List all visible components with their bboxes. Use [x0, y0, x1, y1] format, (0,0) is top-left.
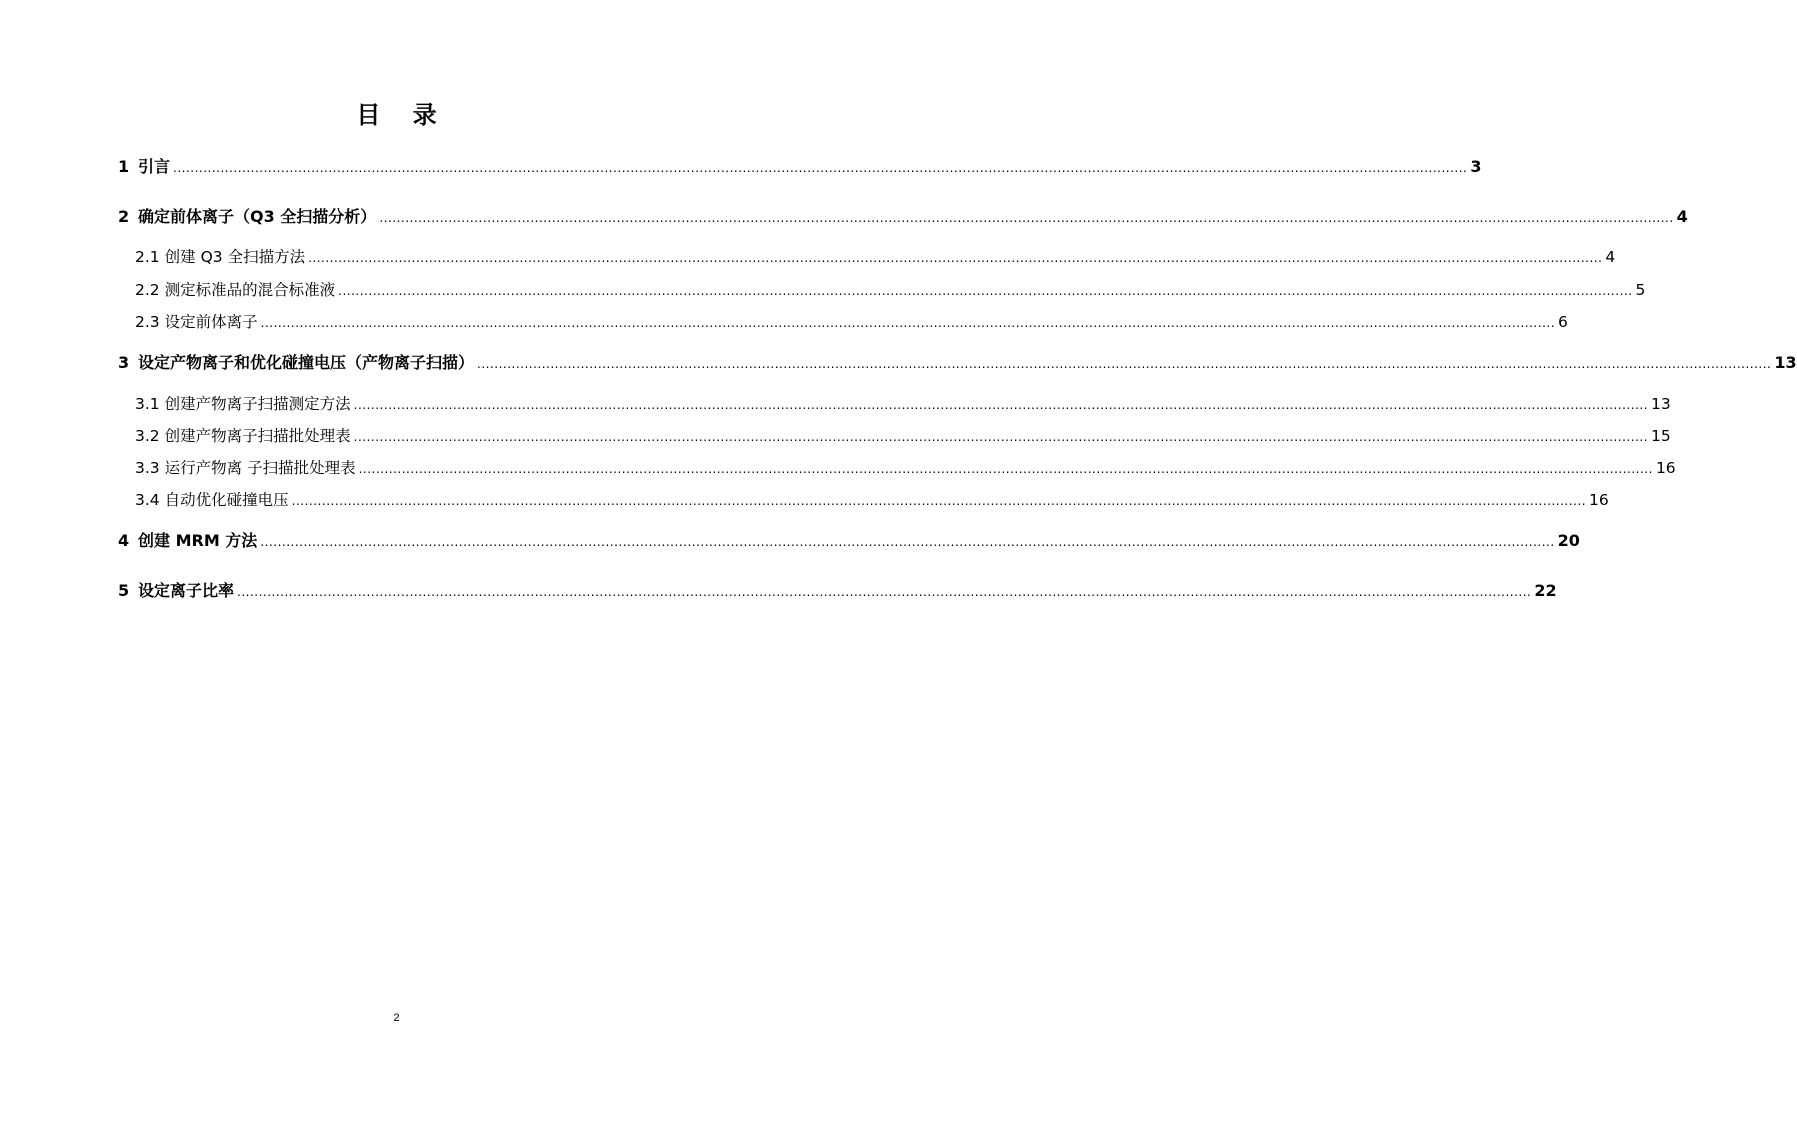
toc-text: 设定产物离子和优化碰撞电压（产物离子扫描）	[138, 353, 475, 372]
toc-page: 4	[1676, 207, 1688, 226]
toc-entry-3[interactable]	[118, 352, 1797, 374]
toc-entry-4[interactable]	[118, 530, 1580, 552]
toc-leader: ............................................................................................................................................................................................................................................................................................................	[260, 535, 1555, 549]
toc-page: 5	[1635, 281, 1646, 299]
toc-leader: ............................................................................................................................................................................................................................................................................................................	[260, 316, 1556, 330]
toc-leader: ............................................................................................................................................................................................................................................................................................................	[338, 284, 1633, 298]
toc-entry-3-3[interactable]	[135, 457, 1676, 479]
toc-entry-3-4[interactable]	[135, 489, 1609, 511]
toc-text: 引言	[138, 157, 171, 176]
toc-text: 设定离子比率	[138, 581, 235, 600]
toc-number: 5	[118, 581, 130, 600]
toc-page: 15	[1651, 427, 1671, 445]
toc-text: 运行产物离 子扫描批处理表	[164, 459, 356, 477]
toc-page: 16	[1589, 491, 1609, 509]
toc-page: 13	[1774, 353, 1797, 372]
toc-entry-1[interactable]	[118, 156, 1482, 178]
toc-number: 1	[118, 157, 130, 176]
toc-leader: ............................................................................................................................................................................................................................................................................................................	[353, 398, 1649, 412]
toc-entry-2-2[interactable]	[135, 279, 1646, 301]
toc-number: 3.1	[135, 395, 160, 413]
toc-entry-5[interactable]	[118, 580, 1557, 602]
toc-number: 2.2	[135, 281, 160, 299]
toc-number: 3.2	[135, 427, 160, 445]
toc-page: 6	[1558, 313, 1568, 331]
toc-page: 3	[1470, 157, 1482, 176]
toc-leader: ............................................................................................................................................................................................................................................................................................................	[291, 494, 1587, 508]
toc-number: 3.3	[135, 459, 160, 477]
toc-page: 16	[1655, 459, 1676, 477]
toc-number: 4	[118, 531, 130, 550]
toc-text: 创建 MRM 方法	[138, 531, 258, 550]
toc-leader: ............................................................................................................................................................................................................................................................................................................	[173, 161, 1468, 175]
toc-page: 20	[1557, 531, 1580, 550]
toc-page: 4	[1605, 248, 1616, 266]
toc-text: 创建 Q3 全扫描方法	[164, 248, 306, 266]
toc-number: 2	[118, 207, 130, 226]
toc-entry-2-1[interactable]	[135, 246, 1616, 268]
toc-leader: ............................................................................................................................................................................................................................................................................................................	[353, 430, 1649, 444]
toc-text: 创建产物离子扫描批处理表	[164, 427, 351, 445]
toc-entry-3-2[interactable]	[135, 425, 1671, 447]
toc-entry-2-3[interactable]	[135, 311, 1568, 333]
toc-text: 自动优化碰撞电压	[164, 491, 289, 509]
page-number: 2	[393, 1012, 400, 1024]
toc-entry-2[interactable]	[118, 206, 1688, 228]
toc-leader: ............................................................................................................................................................................................................................................................................................................	[379, 211, 1674, 225]
toc-text: 设定前体离子	[164, 313, 258, 331]
toc-text: 创建产物离子扫描测定方法	[164, 395, 351, 413]
page-title: 目 录	[356, 101, 449, 129]
toc-text: 测定标准品的混合标准液	[164, 281, 336, 299]
toc-number: 2.3	[135, 313, 160, 331]
toc-number: 3	[118, 353, 130, 372]
toc-text: 确定前体离子（Q3 全扫描分析）	[138, 207, 377, 226]
toc-number: 3.4	[135, 491, 160, 509]
toc-leader: ............................................................................................................................................................................................................................................................................................................	[358, 462, 1653, 476]
toc-page: 22	[1534, 581, 1557, 600]
toc-leader: ............................................................................................................................................................................................................................................................................................................	[237, 585, 1532, 599]
toc-leader: ............................................................................................................................................................................................................................................................................................................	[308, 251, 1603, 265]
toc-page: 13	[1651, 395, 1671, 413]
toc-entry-3-1[interactable]	[135, 393, 1671, 415]
toc-number: 2.1	[135, 248, 160, 266]
toc-leader: ............................................................................................................................................................................................................................................................................................................	[477, 357, 1772, 371]
